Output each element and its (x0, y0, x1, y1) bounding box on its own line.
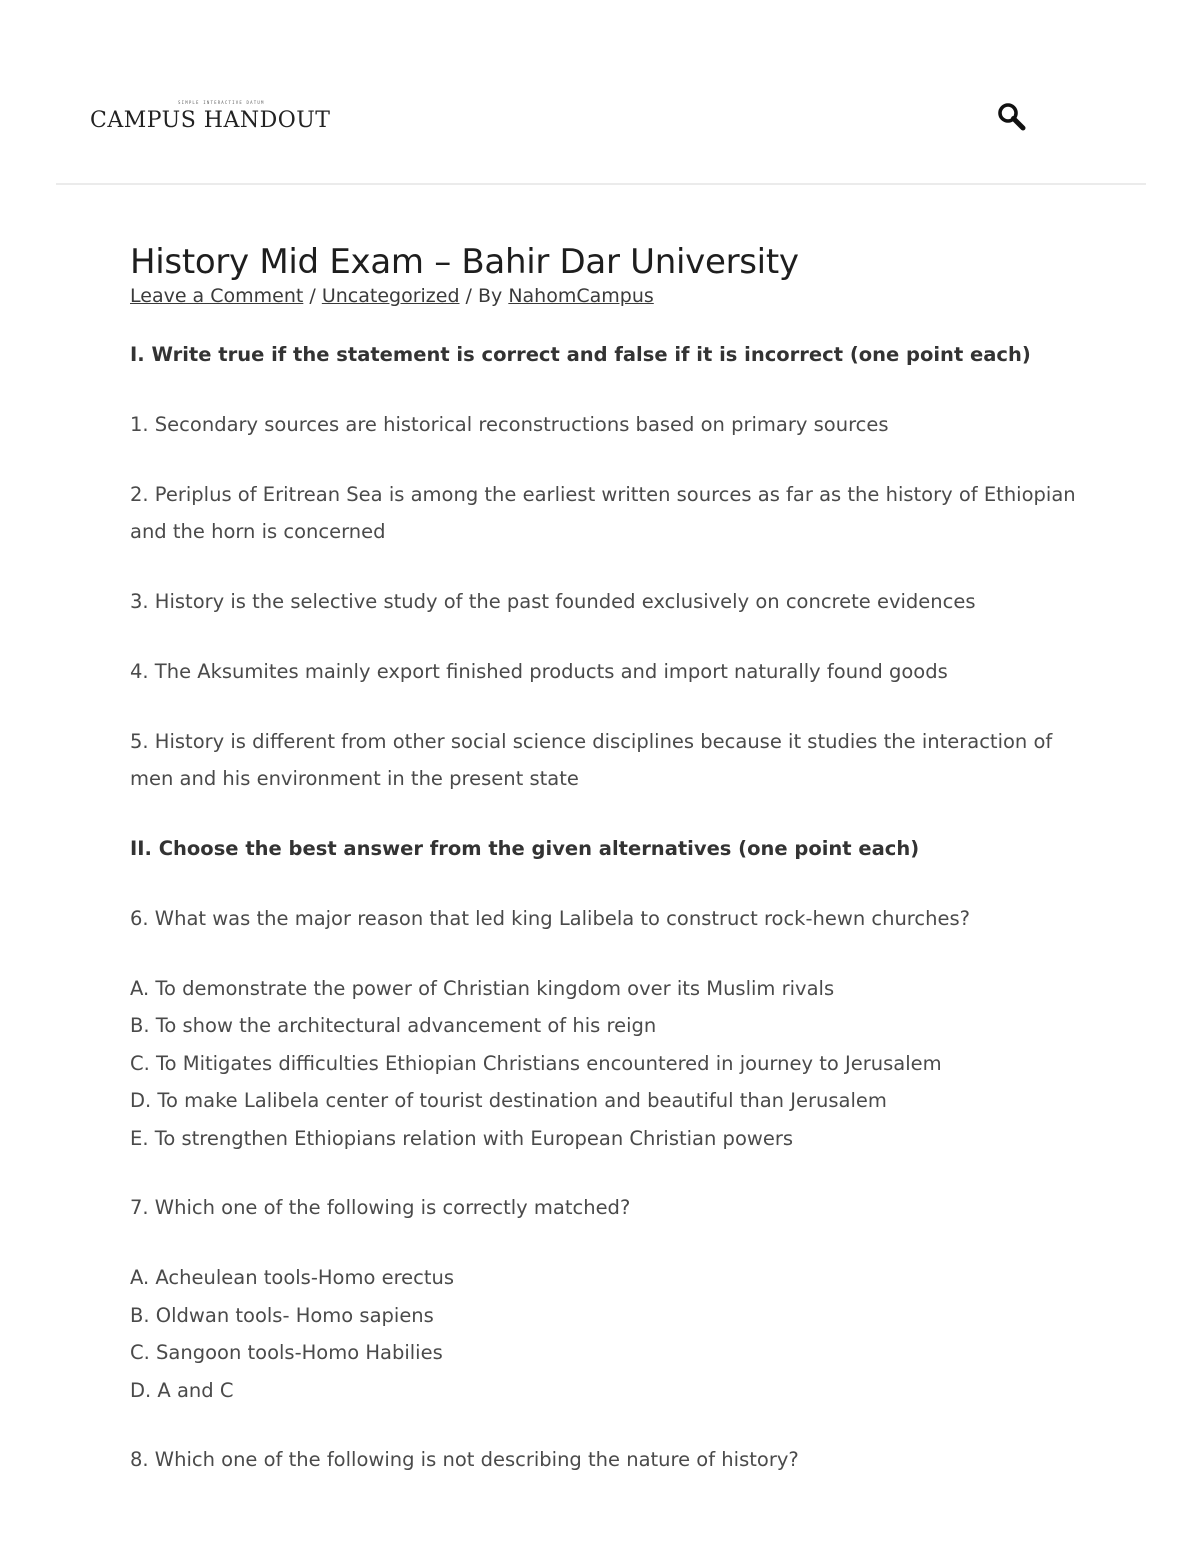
meta-separator: / (303, 285, 322, 308)
question-7-options (130, 1259, 1090, 1409)
question-4: 4. The Aksumites mainly export finished products and import naturally found goods (130, 659, 948, 683)
option: D. A and C (130, 1378, 234, 1402)
option: E. To strengthen Ethiopians relation with European Christian powers (130, 1126, 793, 1150)
question-2: 2. Periplus of Eritrean Sea is among the earliest written sources as far as the history of Ethiopian and the horn is concerned (130, 482, 1076, 543)
author-link[interactable]: NahomCampus (508, 285, 654, 308)
leave-comment-link[interactable]: Leave a Comment (130, 285, 304, 308)
question-6: 6. What was the major reason that led king Lalibela to construct rock-hewn churches? (130, 906, 970, 930)
question-8: 8. Which one of the following is not describing the nature of history? (130, 1448, 799, 1472)
site-header (0, 0, 1200, 184)
search-button[interactable] (994, 100, 1030, 136)
section1-heading: I. Write true if the statement is correct and false if it is incorrect (one point each) (130, 342, 1031, 366)
option: A. To demonstrate the power of Christian kingdom over its Muslim rivals (130, 976, 835, 1000)
option: D. To make Lalibela center of tourist destination and beautiful than Jerusalem (130, 1089, 887, 1113)
section2-heading: II. Choose the best answer from the given alternatives (one point each) (130, 836, 920, 860)
header-divider (56, 183, 1146, 185)
post-meta (130, 284, 1090, 310)
search-icon (994, 100, 1030, 136)
option: B. Oldwan tools- Homo sapiens (130, 1303, 434, 1327)
post-article (130, 240, 1090, 1511)
question-3: 3. History is the selective study of the past founded exclusively on concrete evidences (130, 589, 976, 613)
category-link[interactable]: Uncategorized (321, 285, 460, 308)
logo-tagline: SIMPLE INTERACTIVE DATUM (178, 100, 265, 105)
option: C. Sangoon tools-Homo Habilies (130, 1341, 443, 1365)
option: B. To show the architectural advancement of his reign (130, 1014, 657, 1038)
option: A. Acheulean tools-Homo erectus (130, 1266, 455, 1290)
question-1: 1. Secondary sources are historical reconstructions based on primary sources (130, 412, 889, 436)
post-title: History Mid Exam – Bahir Dar University (130, 242, 799, 282)
option: C. To Mitigates difficulties Ethiopian Christians encountered in journey to Jerusalem (130, 1051, 942, 1075)
meta-by-label: / By (459, 285, 509, 308)
question-5: 5. History is different from other social science disciplines because it studies the interaction of men and his environment in the present state (130, 729, 1053, 790)
logo-text: CAMPUS HANDOUT (90, 108, 331, 133)
site-logo[interactable] (90, 100, 352, 140)
question-6-options (130, 970, 1090, 1158)
question-7: 7. Which one of the following is correctly matched? (130, 1196, 631, 1220)
